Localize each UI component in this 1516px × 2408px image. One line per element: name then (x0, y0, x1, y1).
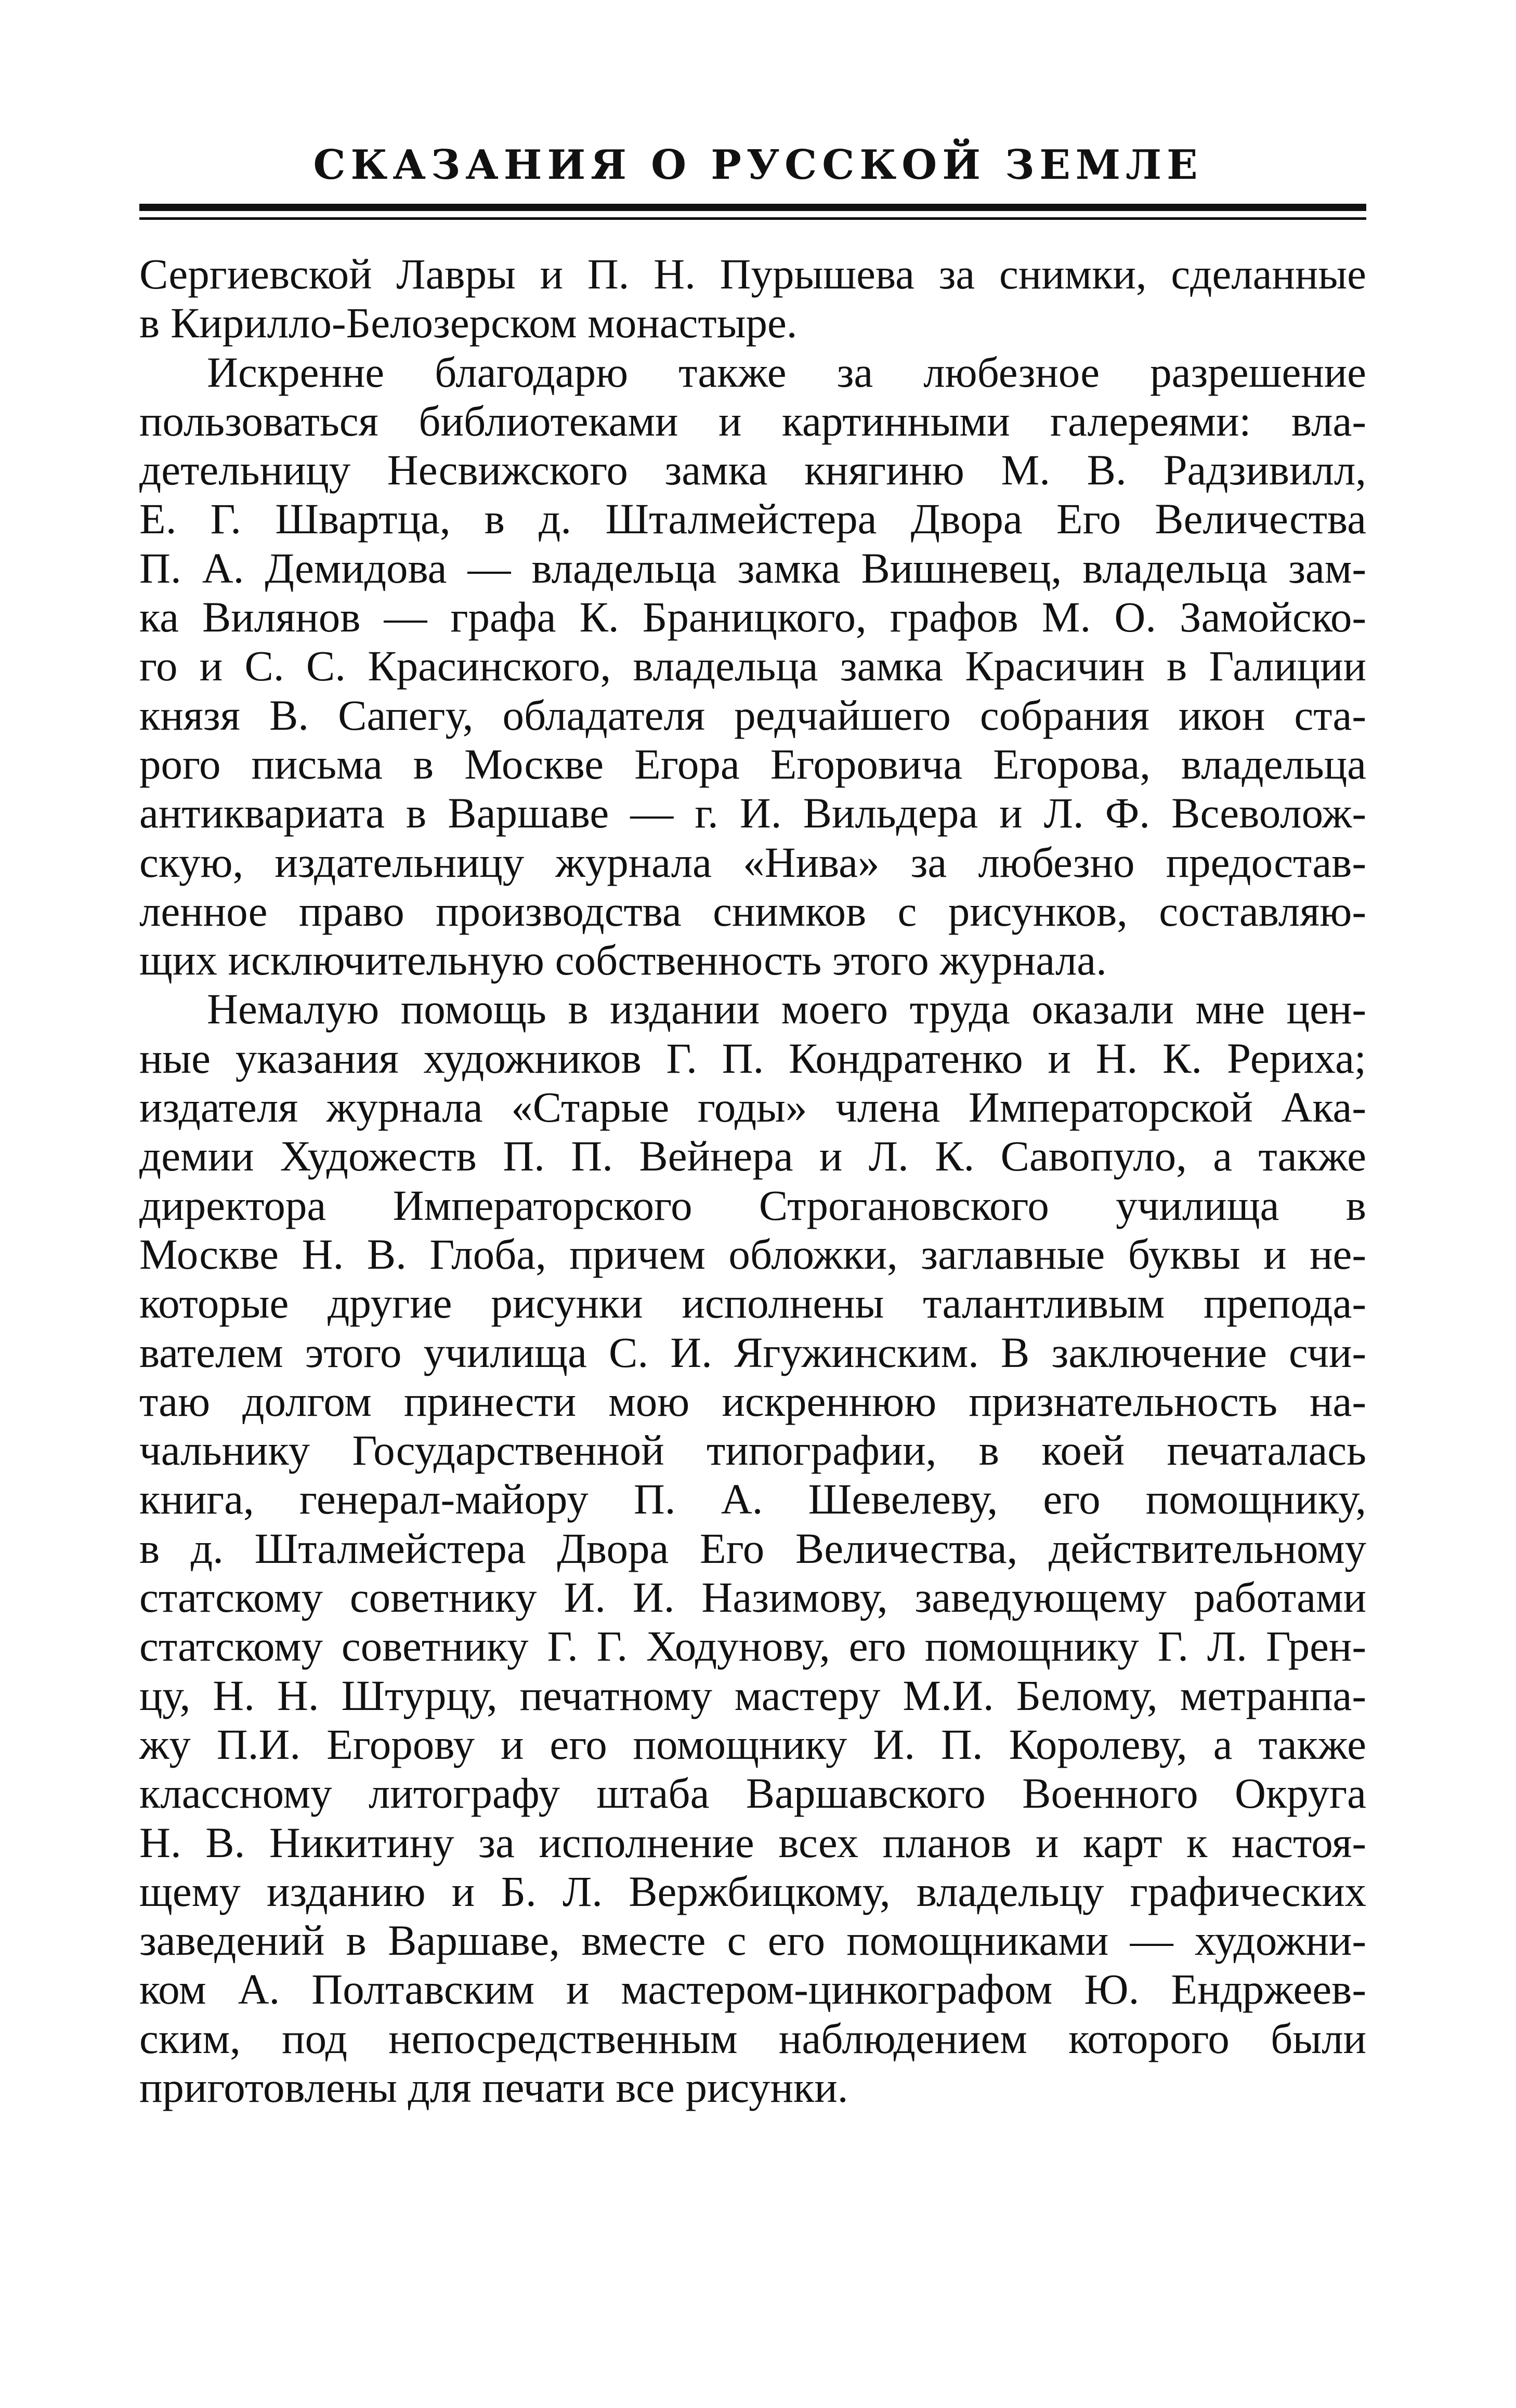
text-line: ским, под непосредственным наблюдением которого были (139, 2014, 1366, 2062)
text-line: ленное право производства снимков с рисунков, составляю- (139, 887, 1366, 935)
text-line: Искренне благодарю также за любезное разрешение (207, 348, 1366, 396)
text-line: Сергиевской Лавры и П. Н. Пурышева за снимки, сделанные (139, 250, 1366, 298)
text-line: чальнику Государственной типографии, в коей печаталась (139, 1426, 1366, 1475)
text-line: жу П.И. Егорову и его помощнику И. П. Королеву, а также (139, 1720, 1366, 1768)
text-line: цу, Н. Н. Штурцу, печатному мастеру М.И. Белому, метранпа- (139, 1671, 1366, 1719)
text-line: демии Художеств П. П. Вейнера и Л. К. Савопуло, а также (139, 1132, 1366, 1180)
text-line: вателем этого училища С. И. Ягужинским. В заключение счи- (139, 1328, 1366, 1376)
header-rule-thin (139, 217, 1366, 220)
text-line: антиквариата в Варшаве — г. И. Вильдера и Л. Ф. Всеволож- (139, 789, 1366, 837)
text-line: го и С. С. Красинского, владельца замка Красичин в Галиции (139, 642, 1366, 690)
text-line: которые другие рисунки исполнены талантливым препода- (139, 1279, 1366, 1327)
text-line: Н. В. Никитину за исполнение всех планов и карт к настоя- (139, 1818, 1366, 1866)
text-line: таю долгом принести мою искреннюю признательность на- (139, 1377, 1366, 1425)
text-line: директора Императорского Строгановского училища в (139, 1181, 1366, 1229)
text-line: заведений в Варшаве, вместе с его помощниками — художни- (139, 1916, 1366, 1965)
paragraph (139, 348, 1366, 985)
text-line: книга, генерал-майору П. А. Шевелеву, его помощнику, (139, 1475, 1366, 1523)
text-line: издателя журнала «Старые годы» члена Императорской Ака- (139, 1083, 1366, 1131)
text-line: рого письма в Москве Егора Егоровича Егорова, владельца (139, 740, 1366, 788)
text-line: в д. Шталмейстера Двора Его Величества, действительному (139, 1524, 1366, 1572)
text-line: ные указания художников Г. П. Кондратенко и Н. К. Рериха; (139, 1034, 1366, 1082)
text-line: статскому советнику Г. Г. Ходунову, его помощнику Г. Л. Грен- (139, 1622, 1366, 1670)
paragraph (139, 249, 1366, 348)
text-line: ком А. Полтавским и мастером-цинкографом Ю. Ендржеев- (139, 1965, 1366, 2014)
text-line: детельницу Несвижского замка княгиню М. В. Радзивилл, (139, 446, 1366, 494)
text-line: князя В. Сапегу, обладателя редчайшего собрания икон ста- (139, 691, 1366, 739)
text-line: статскому советнику И. И. Назимову, заведующему работами (139, 1573, 1366, 1622)
text-line: пользоваться библиотеками и картинными галереями: вла- (139, 397, 1366, 445)
text-line: скую, издательницу журнала «Нива» за любезно предостав- (139, 838, 1366, 886)
text-line: Е. Г. Швартца, в д. Шталмейстера Двора Его Величества (139, 495, 1366, 543)
text-line: приготовлены для печати все рисунки. (139, 2063, 848, 2111)
body-text (139, 249, 1366, 2112)
text-line: щих исключительную собственность этого журнала. (139, 936, 1107, 984)
text-line: в Кирилло-Белозерском монастыре. (139, 299, 798, 347)
running-head: СКАЗАНИЯ О РУССКОЙ ЗЕМЛЕ (313, 141, 1203, 189)
text-line: классному литографу штаба Варшавского Военного Округа (139, 1769, 1366, 1818)
text-line: ка Вилянов — графа К. Браницкого, графов М. О. Замойско- (139, 593, 1366, 641)
text-line: Москве Н. В. Глоба, причем обложки, заглавные буквы и не- (139, 1230, 1366, 1278)
text-line: П. А. Демидова — владельца замка Вишневец, владельца зам- (139, 544, 1366, 592)
paragraph (139, 984, 1366, 2112)
header-rule-thick (139, 204, 1366, 211)
text-line: Немалую помощь в издании моего труда оказали мне цен- (207, 985, 1366, 1033)
text-line: щему изданию и Б. Л. Вержбицкому, владельцу графических (139, 1867, 1366, 1915)
